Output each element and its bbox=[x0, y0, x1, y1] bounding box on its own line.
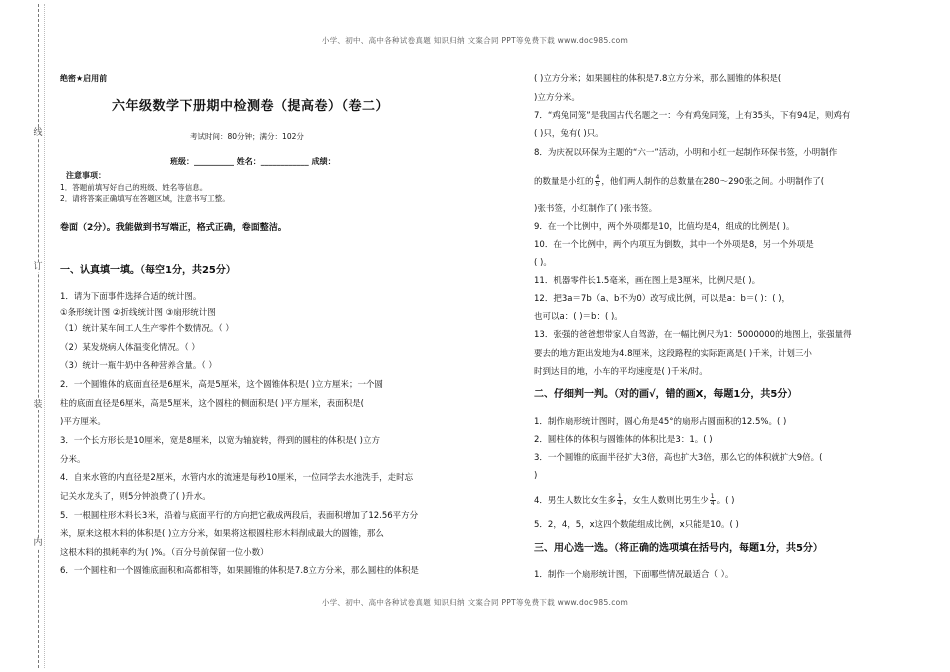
question-2-line-1: 2．一个圆锥体的底面直径是6厘米，高是5厘米，这个圆锥体积是( )立方厘米；一个圆 bbox=[60, 380, 384, 390]
judge-4-text-post: 。( ) bbox=[716, 496, 735, 506]
question-4-line-1: 4．自来水管的内直径是2厘米，水管内水的流速是每秒10厘米，一位同学去水池洗手，走时忘 bbox=[60, 473, 414, 483]
page-header: 小学、初中、高中各种试卷真题 知识归纳 文案合同 PPT等免费下载 www.doc985.com bbox=[321, 36, 629, 45]
question-1-options: ①条形统计图 ②折线统计图 ③扇形统计图 bbox=[60, 308, 216, 318]
judge-3-line-2: ) bbox=[534, 471, 538, 481]
question-1: 1．请为下面事件选择合适的统计图。 bbox=[60, 292, 202, 302]
question-8-line-2 bbox=[534, 175, 824, 188]
note-1: 1．答题前填写好自己的班级、姓名等信息。 bbox=[60, 183, 208, 192]
section-2-title: 二、仔细判一判。（对的画√，错的画X，每题1分，共5分） bbox=[534, 389, 798, 400]
binding-margin bbox=[0, 0, 44, 672]
fraction-four-fifths: $\frac{4}{5}$ bbox=[595, 174, 600, 188]
question-13-line-1: 13．张强的爸爸想带家人自驾游，在一幅比例尺为1：5000000的地图上，张强量得 bbox=[534, 330, 852, 340]
question-8-line-3: )张书签，小红制作了( )张书签。 bbox=[534, 204, 658, 214]
fraction-one-quarter-a: $\frac{1}{4}$ bbox=[617, 493, 622, 507]
question-5-line-3: 这根木料的损耗率约为( )%。（百分号前保留一位小数） bbox=[60, 548, 269, 558]
question-5-line-1: 5．一根圆柱形木料长3米，沿着与底面平行的方向把它截成两段后，表面积增加了12.56平方分 bbox=[60, 511, 419, 521]
section-3-title: 三、用心选一选。（将正确的选项填在括号内，每题1分，共5分） bbox=[534, 543, 823, 554]
question-12-line-1: 12．把3a＝7b（a、b不为0）改写成比例，可以是a：b＝( )：( )， bbox=[534, 294, 791, 304]
question-8-text-pre: 的数量是小红的 bbox=[534, 177, 594, 187]
question-2-line-2: 柱的底面直径是6厘米，高是5厘米，这个圆柱的侧面积是( )平方厘米，表面积是( bbox=[60, 399, 364, 409]
question-10-line-1: 10．在一个比例中，两个内项互为倒数，其中一个外项是8，另一个外项是 bbox=[534, 240, 814, 250]
binding-dotted-line bbox=[44, 4, 45, 668]
student-fields: 班级：__________ 姓名：____________ 成绩： bbox=[170, 157, 336, 166]
question-6-line-1: 6．一个圆柱和一个圆锥底面积和高都相等，如果圆锥的体积是7.8立方分米，那么圆柱的体积是 bbox=[60, 566, 419, 576]
question-7-line-1: 7．“鸡兔同笼”是我国古代名题之一：今有鸡兔同笼，上有35头，下有94足，则鸡有 bbox=[534, 111, 851, 121]
notes-title: 注意事项： bbox=[66, 171, 106, 180]
binding-mark-xian: 线 bbox=[33, 128, 43, 138]
judge-1: 1．制作扇形统计图时，圆心角是45°的扇形占圆面积的12.5%。( ) bbox=[534, 417, 787, 427]
question-1-c: （3）统计一瓶牛奶中各种营养含量。（ ） bbox=[60, 361, 217, 371]
question-13-line-2: 要去的地方距出发地为4.8厘米，这段路程的实际距离是( )千米，计划三小 bbox=[534, 349, 812, 359]
page-footer: 小学、初中、高中各种试卷真题 知识归纳 文案合同 PPT等免费下载 www.doc985.com bbox=[321, 598, 629, 607]
question-2-line-3: )平方厘米。 bbox=[60, 417, 106, 427]
fraction-one-quarter-b: $\frac{1}{4}$ bbox=[710, 493, 715, 507]
confidential-label: 绝密★启用前 bbox=[60, 74, 108, 83]
question-8-line-1: 8．为庆祝以环保为主题的“六一”活动，小明和小红一起制作环保书签，小明制作 bbox=[534, 148, 838, 158]
question-7-line-2: ( )只，兔有( )只。 bbox=[534, 129, 604, 139]
question-9: 9．在一个比例中，两个外项都是10，比值均是4，组成的比例是( )。 bbox=[534, 222, 795, 232]
choice-1: 1．制作一个扇形统计图，下面哪些情况最适合（ ）。 bbox=[534, 570, 734, 580]
question-5-line-2: 米，原来这根木料的体积是( )立方分米，如果将这根圆柱形木料削成最大的圆锥，那么 bbox=[60, 529, 384, 539]
question-11: 11．机器零件长1.5毫米，画在图上是3厘米，比例尺是( )。 bbox=[534, 276, 761, 286]
binding-mark-nei: 内 bbox=[33, 538, 43, 548]
question-12-line-2: 也可以a：( )＝b：( )。 bbox=[534, 312, 623, 322]
question-1-a: （1）统计某车间工人生产零件个数情况。（ ） bbox=[60, 324, 234, 334]
question-1-b: （2）某发烧病人体温变化情况。（ ） bbox=[60, 343, 200, 353]
binding-dashed-line bbox=[38, 4, 39, 668]
question-3-line-1: 3．一个长方形长是10厘米，宽是8厘米，以宽为轴旋转，得到的圆柱的体积是( )立方 bbox=[60, 436, 380, 446]
judge-4-text-mid: ，女生人数则比男生少 bbox=[623, 496, 709, 506]
question-13-line-3: 时到达目的地，小车的平均速度是( )千米/时。 bbox=[534, 367, 708, 377]
question-3-line-2: 分米。 bbox=[60, 455, 86, 465]
neatness-note: 卷面（2分）。我能做到书写端正，格式正确，卷面整洁。 bbox=[60, 223, 287, 233]
question-6-line-3: )立方分米。 bbox=[534, 93, 580, 103]
judge-5: 5．2，4，5，x这四个数能组成比例，x只能是10。( ) bbox=[534, 520, 739, 530]
question-4-line-2: 记关水龙头了，则5分钟浪费了( )升水。 bbox=[60, 492, 211, 502]
question-10-line-2: ( )。 bbox=[534, 258, 552, 268]
judge-2: 2．圆柱体的体积与圆锥体的体积比是3：1。( ) bbox=[534, 435, 713, 445]
judge-4-text-pre: 4．男生人数比女生多 bbox=[534, 496, 616, 506]
binding-mark-zhuang: 装 bbox=[33, 400, 43, 410]
section-1-title: 一、认真填一填。（每空1分，共25分） bbox=[60, 265, 236, 276]
question-8-text-post: ，他们两人制作的总数量在280～290张之间。小明制作了( bbox=[601, 177, 825, 187]
binding-mark-ding: 订 bbox=[33, 262, 43, 272]
exam-title: 六年级数学下册期中检测卷（提高卷）（卷二） bbox=[112, 99, 390, 114]
judge-3-line-1: 3．一个圆锥的底面半径扩大3倍，高也扩大3倍，那么它的体积就扩大9倍。( bbox=[534, 453, 823, 463]
note-2: 2．请将答案正确填写在答题区域，注意书写工整。 bbox=[60, 194, 230, 203]
exam-info: 考试时间：80分钟；满分：102分 bbox=[190, 132, 304, 141]
question-6-line-2: ( )立方分米；如果圆柱的体积是7.8立方分米，那么圆锥的体积是( bbox=[534, 74, 782, 84]
judge-4 bbox=[534, 494, 734, 507]
